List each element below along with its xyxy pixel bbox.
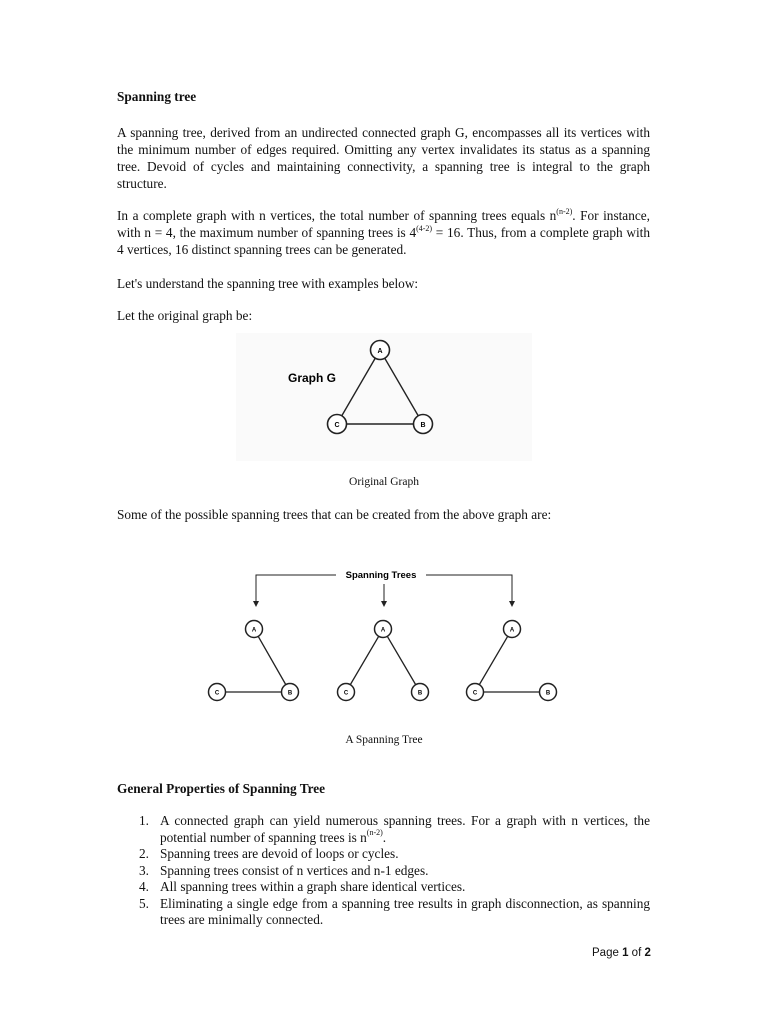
svg-text:A: A — [509, 627, 515, 634]
svg-text:A: A — [380, 627, 386, 634]
para2-text-3: = 16. Thus, from a complete graph with 4 vertices, 16 distinct spanning trees can be generated. — [117, 225, 650, 257]
examples-intro: Let's understand the spanning tree with examples below: — [117, 276, 419, 291]
list-item-text: All spanning trees within a graph share identical vertices. — [160, 879, 466, 894]
list-number: 5. — [139, 895, 149, 911]
svg-text:C: C — [334, 422, 340, 429]
spanning-tree-1 — [209, 621, 299, 701]
tree1-node-b — [282, 684, 299, 701]
svg-text:B: B — [287, 690, 293, 697]
node-a — [371, 341, 390, 360]
svg-text:B: B — [417, 690, 423, 697]
svg-text:C: C — [343, 690, 349, 697]
list-item-text: Spanning trees are devoid of loops or cycles. — [160, 846, 399, 861]
tree3-node-a — [504, 621, 521, 638]
footer-page-total: 2 — [644, 947, 651, 959]
list-number: 1. — [139, 813, 149, 828]
list-number: 3. — [139, 862, 149, 878]
spanning-tree-2 — [338, 621, 429, 701]
footer-page-word: Page — [592, 947, 619, 959]
superscript-4-2: (4-2) — [416, 223, 433, 233]
list-item-text: Spanning trees consist of n vertices and n-1 edges. — [160, 862, 429, 878]
list-item-period: . — [382, 829, 387, 845]
list-item — [117, 879, 650, 896]
svg-text:B: B — [420, 422, 426, 429]
svg-text:A: A — [377, 348, 383, 355]
complete-graph-paragraph — [117, 207, 650, 258]
properties-list — [117, 813, 650, 929]
list-item-text: Eliminating a single edge from a spanning tree results in graph disconnection, as spanning trees are minimally connected. — [160, 895, 650, 927]
footer-page-number: 1 — [622, 947, 629, 959]
tree2-node-a — [375, 621, 392, 638]
intro-paragraph: A spanning tree, derived from an undirected connected graph G, encompasses all its vertices with the minimum number of edges required. Omitting any vertex invalidates its status as a spanning tree. Devoid of cycles and maintaining connectivity, a spanning tree is integral to the graph structure. — [117, 125, 650, 191]
tree1-node-c — [209, 684, 226, 701]
spanning-trees-header: Spanning Trees — [345, 570, 417, 581]
tree3-node-b — [540, 684, 557, 701]
spanning-tree-3 — [467, 621, 557, 701]
list-item-superscript: (n-2) — [366, 828, 383, 838]
footer-of-word: of — [631, 947, 642, 959]
figure2-caption: A Spanning Tree — [345, 734, 423, 746]
tree2-node-b — [412, 684, 429, 701]
list-number: 4. — [139, 879, 149, 894]
tree2-node-c — [338, 684, 355, 701]
figure1-caption: Original Graph — [349, 476, 419, 488]
page-title: Spanning tree — [117, 89, 197, 104]
svg-text:C: C — [214, 690, 220, 697]
list-item — [117, 896, 650, 929]
list-item — [117, 846, 650, 863]
svg-text:B: B — [545, 690, 551, 697]
section-heading: General Properties of Spanning Tree — [117, 781, 326, 796]
tree3-node-c — [467, 684, 484, 701]
tree1-node-a — [246, 621, 263, 638]
para2-text-2: . For instance, with n = 4, the maximum number of spanning trees is 4 — [117, 208, 650, 240]
svg-text:C: C — [472, 690, 478, 697]
list-item — [117, 863, 650, 880]
superscript-n-2: (n-2) — [556, 206, 573, 216]
node-b — [414, 415, 433, 434]
spanning-trees-figure — [200, 560, 570, 710]
original-graph-figure — [236, 333, 532, 461]
page-footer — [592, 947, 651, 959]
list-number: 2. — [139, 846, 149, 861]
list-item-text: A connected graph can yield numerous spanning trees. For a graph with n vertices, the potential number of spanning trees is n — [160, 813, 650, 845]
svg-text:A: A — [251, 627, 257, 634]
node-c — [328, 415, 347, 434]
right-arrow — [426, 575, 512, 604]
graph-label: Graph G — [287, 371, 337, 385]
list-item — [117, 813, 650, 846]
spanning-trees-intro: Some of the possible spanning trees that can be created from the above graph are: — [117, 507, 552, 522]
left-arrow — [256, 575, 336, 604]
para2-text-1: In a complete graph with n vertices, the total number of spanning trees equals n — [117, 208, 557, 223]
original-graph-intro: Let the original graph be: — [117, 308, 253, 323]
